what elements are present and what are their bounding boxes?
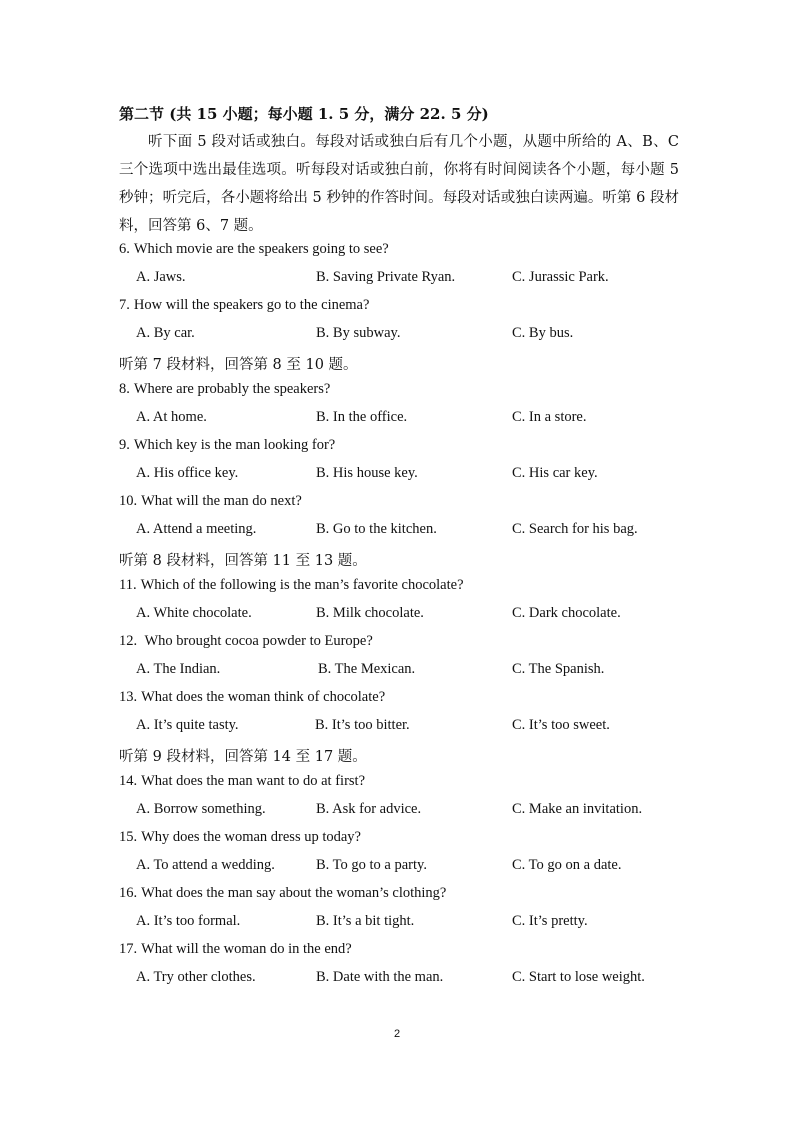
question-text: Where are probably the speakers? [133, 381, 331, 397]
question-7 [119, 297, 369, 314]
question-9 [119, 437, 335, 454]
option-b: B. Ask for advice. [316, 801, 422, 817]
question-number: 12. [119, 633, 138, 649]
question-number: 16. [119, 885, 138, 901]
option-c: C. The Spanish. [512, 661, 605, 677]
option-c: C. It’s pretty. [512, 913, 588, 929]
question-text: Which key is the man looking for? [133, 437, 336, 453]
listen-note-7: 听第 7 段材料，回答第 8 至 10 题。 [119, 357, 358, 373]
options-7 [136, 325, 696, 345]
question-6 [119, 241, 389, 258]
option-b: B. His house key. [316, 465, 418, 481]
option-b: B. By subway. [316, 325, 401, 341]
question-number: 6. [119, 241, 130, 257]
option-c: C. By bus. [512, 325, 574, 341]
option-c: C. His car key. [512, 465, 598, 481]
option-c: C. Search for his bag. [512, 521, 638, 537]
option-a: A. At home. [136, 409, 207, 425]
option-b: B. Milk chocolate. [316, 605, 424, 621]
question-number: 8. [119, 381, 130, 397]
option-b: B. Go to the kitchen. [316, 521, 437, 537]
question-8 [119, 381, 330, 398]
question-text: What will the man do next? [141, 493, 302, 509]
section-instructions [119, 128, 679, 240]
question-10 [119, 493, 302, 510]
question-text: Why does the woman dress up today? [141, 829, 361, 845]
option-a: A. By car. [136, 325, 195, 341]
section-title: 第二节 (共 15 小题；每小题 1. 5 分，满分 22. 5 分) [119, 105, 489, 123]
option-b: B. Date with the man. [316, 969, 444, 985]
question-number: 13. [119, 689, 138, 705]
options-14 [136, 801, 696, 821]
question-14 [119, 773, 365, 790]
question-number: 9. [119, 437, 130, 453]
instructions-text: 听下面 5 段对话或独白。每段对话或独白后有几个小题，从题中所给的 A、B、C 三个选项中选出最佳选项。听每段对话或独白前，你将有时间阅读各个小题，每小题 5 秒钟；听完后，各小题将给出 5 秒钟的作答时间。每段对话或独白读两遍。听第 6 段材料，回答第 6、7 题。 [119, 134, 679, 234]
question-text: What will the woman do in the end? [141, 941, 352, 957]
option-a: A. Try other clothes. [136, 969, 256, 985]
options-16 [136, 913, 696, 933]
question-12 [119, 633, 373, 650]
question-number: 11. [119, 577, 137, 593]
listen-note-9: 听第 9 段材料，回答第 14 至 17 题。 [119, 749, 367, 765]
question-11 [119, 577, 464, 594]
options-6 [136, 269, 696, 289]
options-8 [136, 409, 696, 429]
question-text: How will the speakers go to the cinema? [133, 297, 370, 313]
option-a: A. It’s quite tasty. [136, 717, 239, 733]
options-10 [136, 521, 696, 541]
option-a: A. The Indian. [136, 661, 221, 677]
question-text: Who brought cocoa powder to Europe? [141, 633, 373, 649]
question-number: 15. [119, 829, 138, 845]
option-c: C. In a store. [512, 409, 587, 425]
question-number: 10. [119, 493, 138, 509]
option-b: B. It’s too bitter. [315, 717, 410, 733]
question-text: What does the man say about the woman’s clothing? [141, 885, 447, 901]
option-a: A. Attend a meeting. [136, 521, 257, 537]
options-12 [136, 661, 696, 681]
question-15 [119, 829, 361, 846]
option-b: B. Saving Private Ryan. [316, 269, 456, 285]
question-text: Which of the following is the man’s favorite chocolate? [140, 577, 464, 593]
option-a: A. Jaws. [136, 269, 186, 285]
option-c: C. To go on a date. [512, 857, 622, 873]
listen-note-8: 听第 8 段材料，回答第 11 至 13 题。 [119, 553, 367, 569]
page-number: 2 [393, 1028, 401, 1040]
option-c: C. Start to lose weight. [512, 969, 645, 985]
question-13 [119, 689, 385, 706]
question-text: What does the woman think of chocolate? [141, 689, 386, 705]
option-a: A. His office key. [136, 465, 239, 481]
question-text: What does the man want to do at first? [141, 773, 366, 789]
options-15 [136, 857, 696, 877]
option-b: B. In the office. [316, 409, 408, 425]
option-b: B. It’s a bit tight. [316, 913, 415, 929]
options-11 [136, 605, 696, 625]
option-c: C. Make an invitation. [512, 801, 643, 817]
question-16 [119, 885, 446, 902]
options-17 [136, 969, 696, 989]
question-number: 17. [119, 941, 138, 957]
question-number: 7. [119, 297, 130, 313]
options-9 [136, 465, 696, 485]
question-17 [119, 941, 352, 958]
option-a: A. To attend a wedding. [136, 857, 275, 873]
option-c: C. It’s too sweet. [512, 717, 610, 733]
option-a: A. It’s too formal. [136, 913, 241, 929]
option-c: C. Jurassic Park. [512, 269, 609, 285]
option-a: A. White chocolate. [136, 605, 252, 621]
option-a: A. Borrow something. [136, 801, 266, 817]
options-13 [136, 717, 696, 737]
question-text: Which movie are the speakers going to see? [133, 241, 389, 257]
option-b: B. The Mexican. [318, 661, 416, 677]
question-number: 14. [119, 773, 138, 789]
option-b: B. To go to a party. [316, 857, 427, 873]
option-c: C. Dark chocolate. [512, 605, 621, 621]
